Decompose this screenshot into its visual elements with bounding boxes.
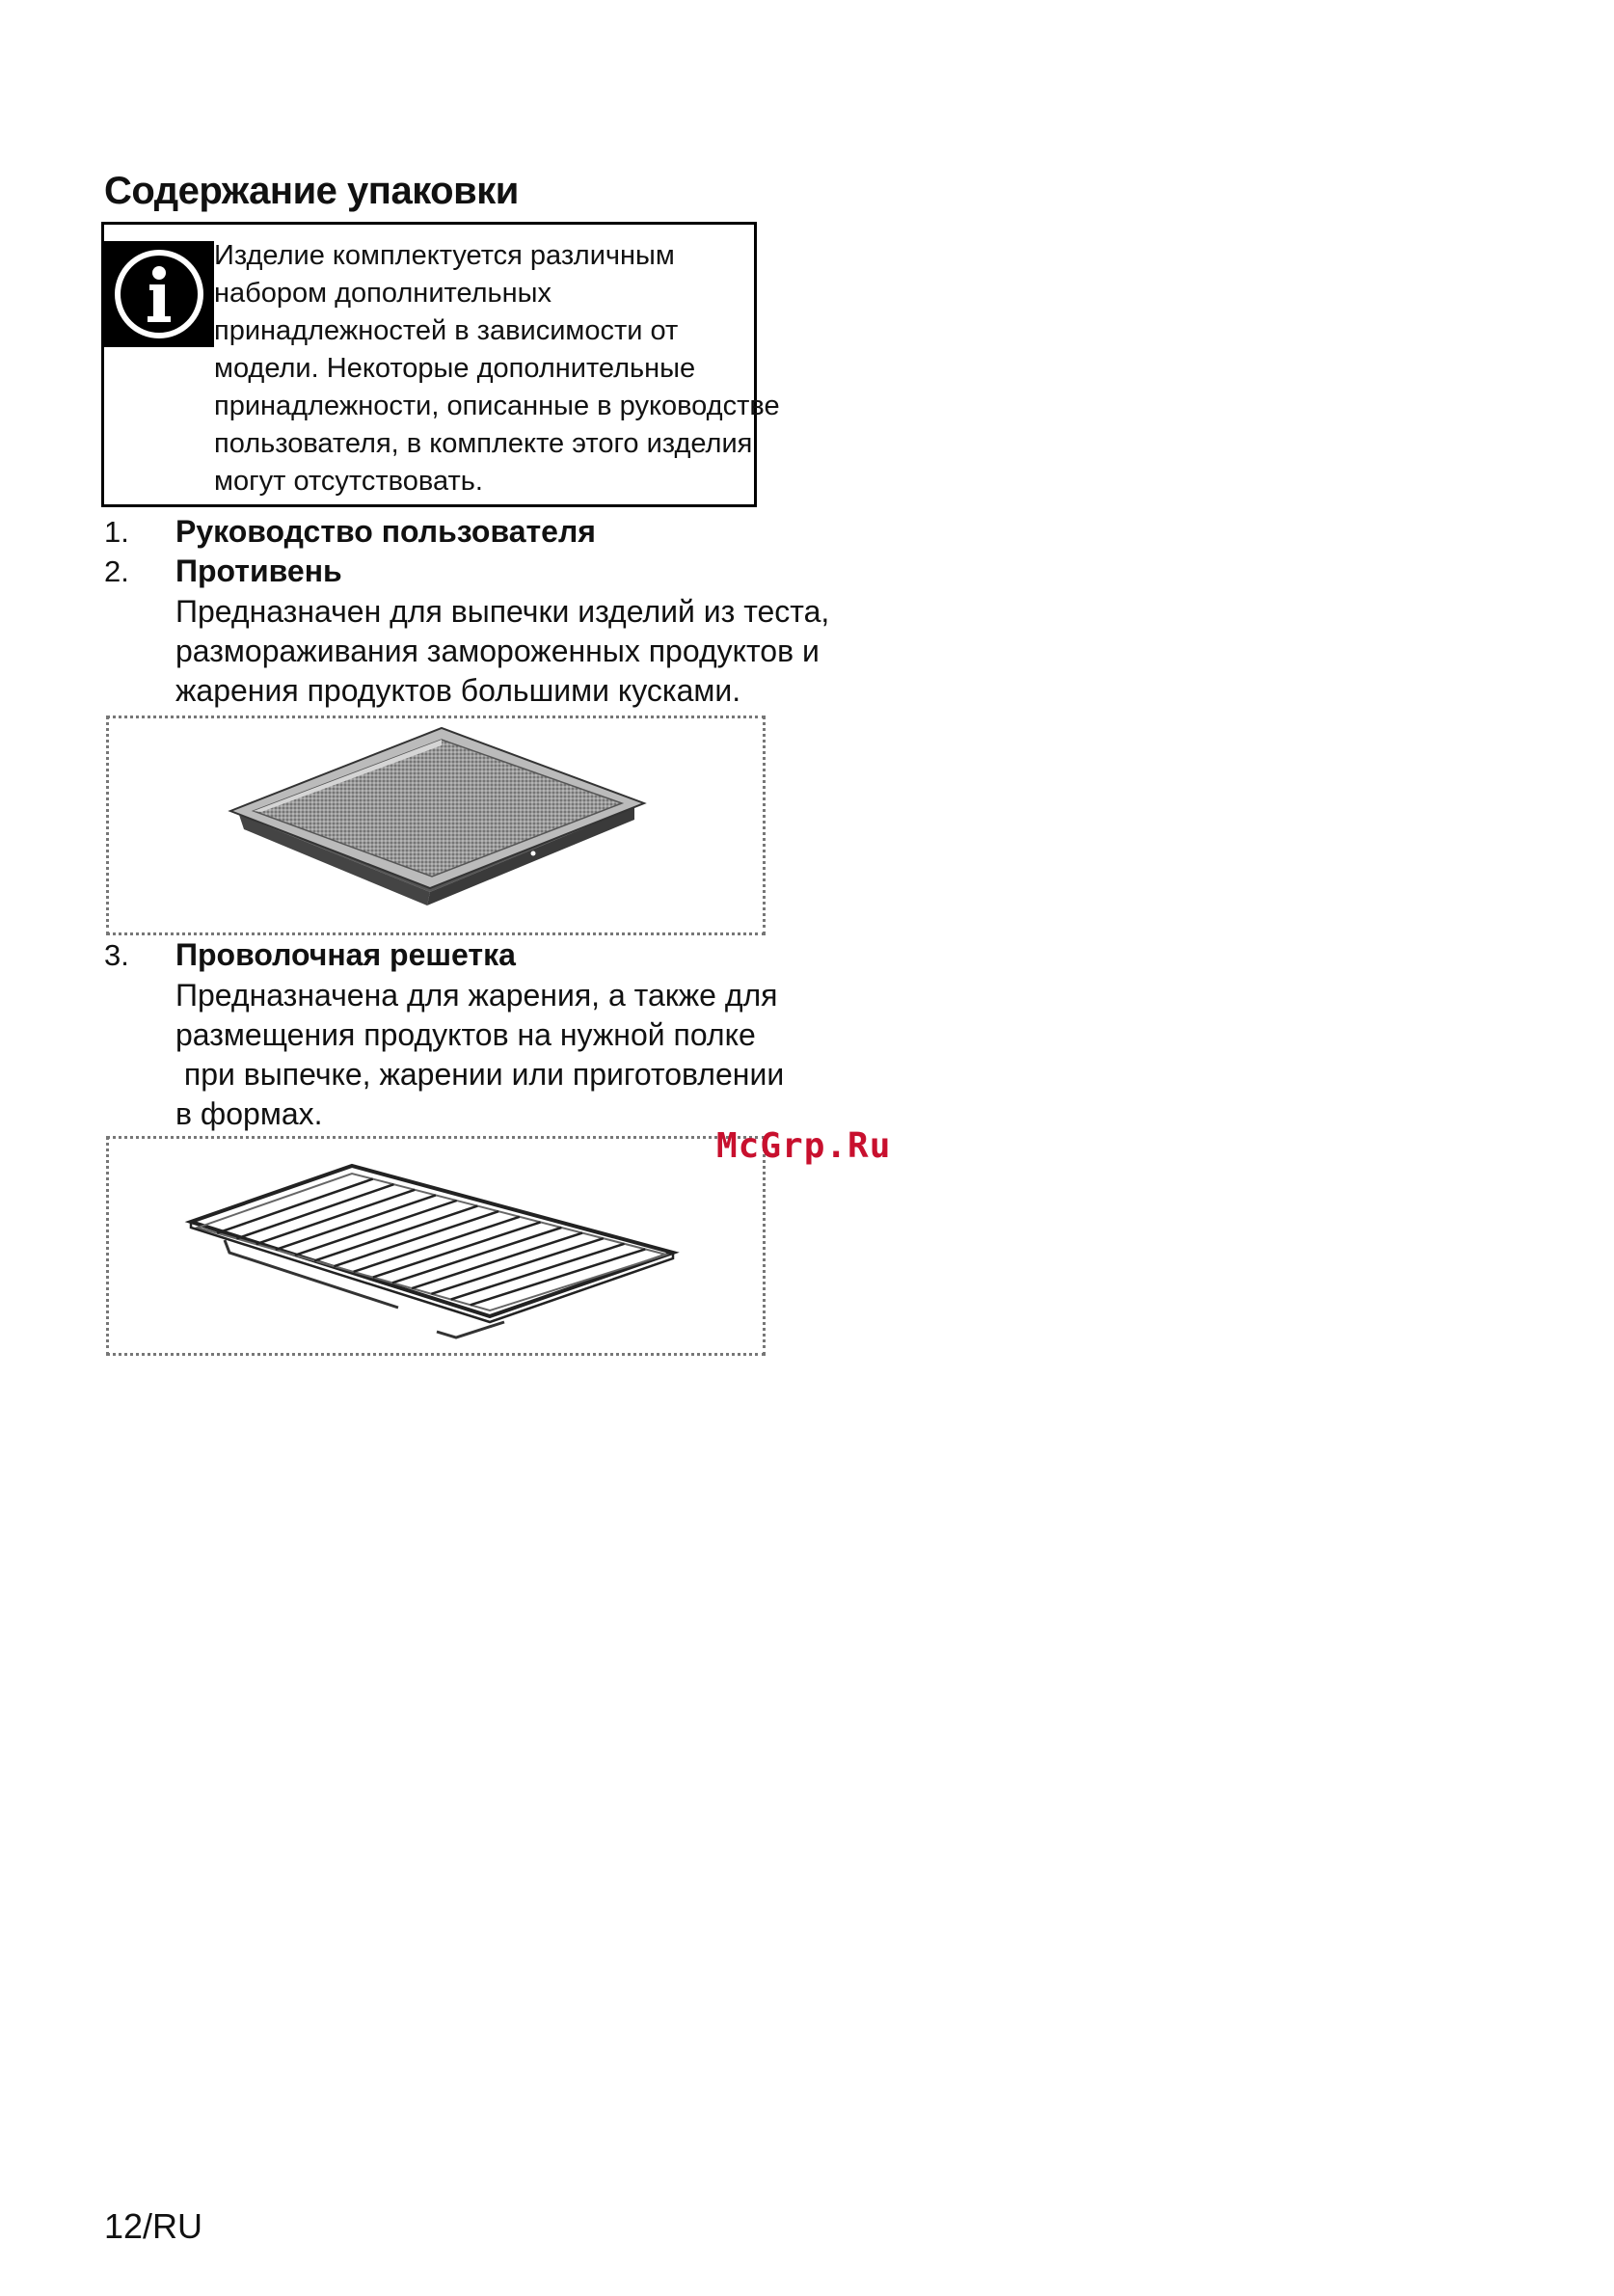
- baking-tray-figure: [106, 716, 766, 935]
- watermark-text: McGrp.Ru: [716, 1126, 892, 1166]
- wire-rack-figure: [106, 1136, 766, 1356]
- rack-wire: [314, 1206, 477, 1261]
- item-description-baking-tray: [175, 592, 829, 711]
- rack-wire: [354, 1217, 520, 1272]
- info-line: набором дополнительных: [214, 278, 552, 309]
- info-line: принадлежности, описанные в руководстве: [214, 391, 780, 421]
- section-title: Содержание упаковки: [104, 170, 519, 212]
- description-line: размораживания замороженных продуктов и: [175, 634, 820, 668]
- item-number: 2.: [104, 554, 129, 588]
- description-line: в формах.: [175, 1096, 323, 1131]
- rack-wire: [373, 1222, 541, 1277]
- item-description-wire-rack: [175, 976, 784, 1134]
- rack-wire: [451, 1244, 625, 1300]
- description-line: жарения продуктов большими кусками.: [175, 673, 741, 708]
- info-line: пользователя, в комплекте этого изделия: [214, 428, 753, 459]
- description-line: Предназначен для выпечки изделий из теста,: [175, 594, 830, 629]
- description-line: при выпечке, жарении или приготовлении: [175, 1057, 785, 1092]
- rack-wire: [334, 1211, 498, 1266]
- item-title-baking-tray: Противень: [175, 554, 342, 588]
- rack-wire: [295, 1201, 457, 1256]
- item-number: 1.: [104, 515, 129, 549]
- wire-rack-illustration: [109, 1139, 763, 1353]
- page-number: 12/RU: [104, 2206, 203, 2246]
- info-icon: [104, 241, 214, 347]
- item-title-user-manual: Руководство пользователя: [175, 514, 596, 549]
- description-line: Предназначена для жарения, а также для: [175, 978, 778, 1013]
- item-number: 3.: [104, 938, 129, 972]
- rack-wire: [412, 1233, 582, 1288]
- info-line: Изделие комплектуется различным: [214, 240, 675, 271]
- info-line: принадлежностей в зависимости от: [214, 315, 679, 346]
- baking-tray-illustration: [109, 718, 763, 932]
- item-title-wire-rack: Проволочная решетка: [175, 937, 516, 972]
- info-line: могут отсутствовать.: [214, 466, 483, 497]
- info-line: модели. Некоторые дополнительные: [214, 353, 696, 384]
- description-line: размещения продуктов на нужной полке: [175, 1017, 756, 1052]
- info-note-text: [214, 237, 780, 500]
- rack-wire: [392, 1228, 561, 1283]
